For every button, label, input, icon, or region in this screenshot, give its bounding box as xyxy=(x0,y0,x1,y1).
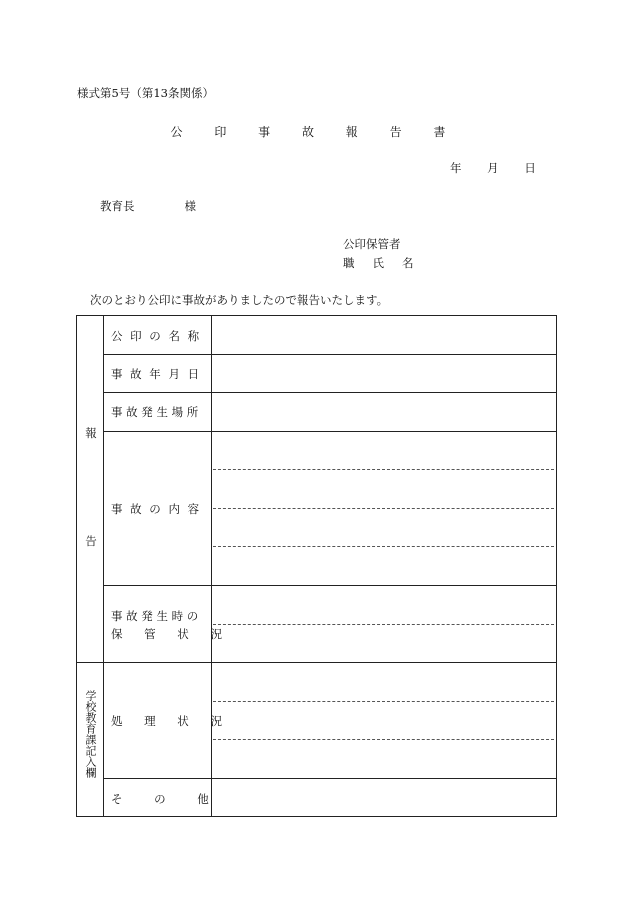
document-title: 公 印 事 故 報 告 書 xyxy=(170,125,460,139)
section-school-label: 学校教育課記入欄 xyxy=(84,690,97,778)
content-writing-line xyxy=(213,508,554,509)
report-table xyxy=(76,315,557,817)
date-year-label: 年 xyxy=(450,161,462,175)
date-day-label: 日 xyxy=(524,161,536,175)
section-report-label-top: 報 xyxy=(84,427,98,439)
reporter-title: 公印保管者 xyxy=(343,237,401,251)
row-label-other: そ の 他 xyxy=(111,792,223,806)
recipient-name: 教育長 xyxy=(100,199,135,213)
recipient-line xyxy=(100,198,196,214)
form-number: 様式第5号（第13条関係） xyxy=(77,86,214,100)
row-label-accident-date: 事 故 年 月 日 xyxy=(111,367,202,381)
col-divider-label xyxy=(211,316,212,816)
row-label-storage-line2: 保 管 状 況 xyxy=(111,627,231,641)
row-label-accident-content: 事 故 の 内 容 xyxy=(111,502,202,516)
date-month-label: 月 xyxy=(487,161,499,175)
storage-writing-line xyxy=(213,624,554,625)
row-divider xyxy=(103,585,556,586)
row-label-storage-line1: 事 故 発 生 時 の xyxy=(111,609,199,623)
content-writing-line xyxy=(213,469,554,470)
row-label-seal-name: 公 印 の 名 称 xyxy=(111,329,202,343)
col-divider-section xyxy=(103,316,104,816)
reporter-name-label: 職氏名 xyxy=(343,256,432,270)
row-label-handling: 処 理 状 況 xyxy=(111,714,231,728)
handling-writing-line xyxy=(213,739,554,740)
row-divider xyxy=(103,354,556,355)
recipient-honorific: 様 xyxy=(184,199,196,213)
row-divider xyxy=(103,392,556,393)
section-report-label-bottom: 告 xyxy=(84,535,98,547)
date-line xyxy=(450,160,536,176)
intro-text: 次のとおり公印に事故がありましたので報告いたします。 xyxy=(90,293,389,307)
handling-writing-line xyxy=(213,701,554,702)
content-writing-line xyxy=(213,546,554,547)
row-divider xyxy=(103,778,556,779)
row-divider xyxy=(103,431,556,432)
row-label-accident-place: 事 故 発 生 場 所 xyxy=(111,405,199,419)
section-divider xyxy=(77,662,556,663)
